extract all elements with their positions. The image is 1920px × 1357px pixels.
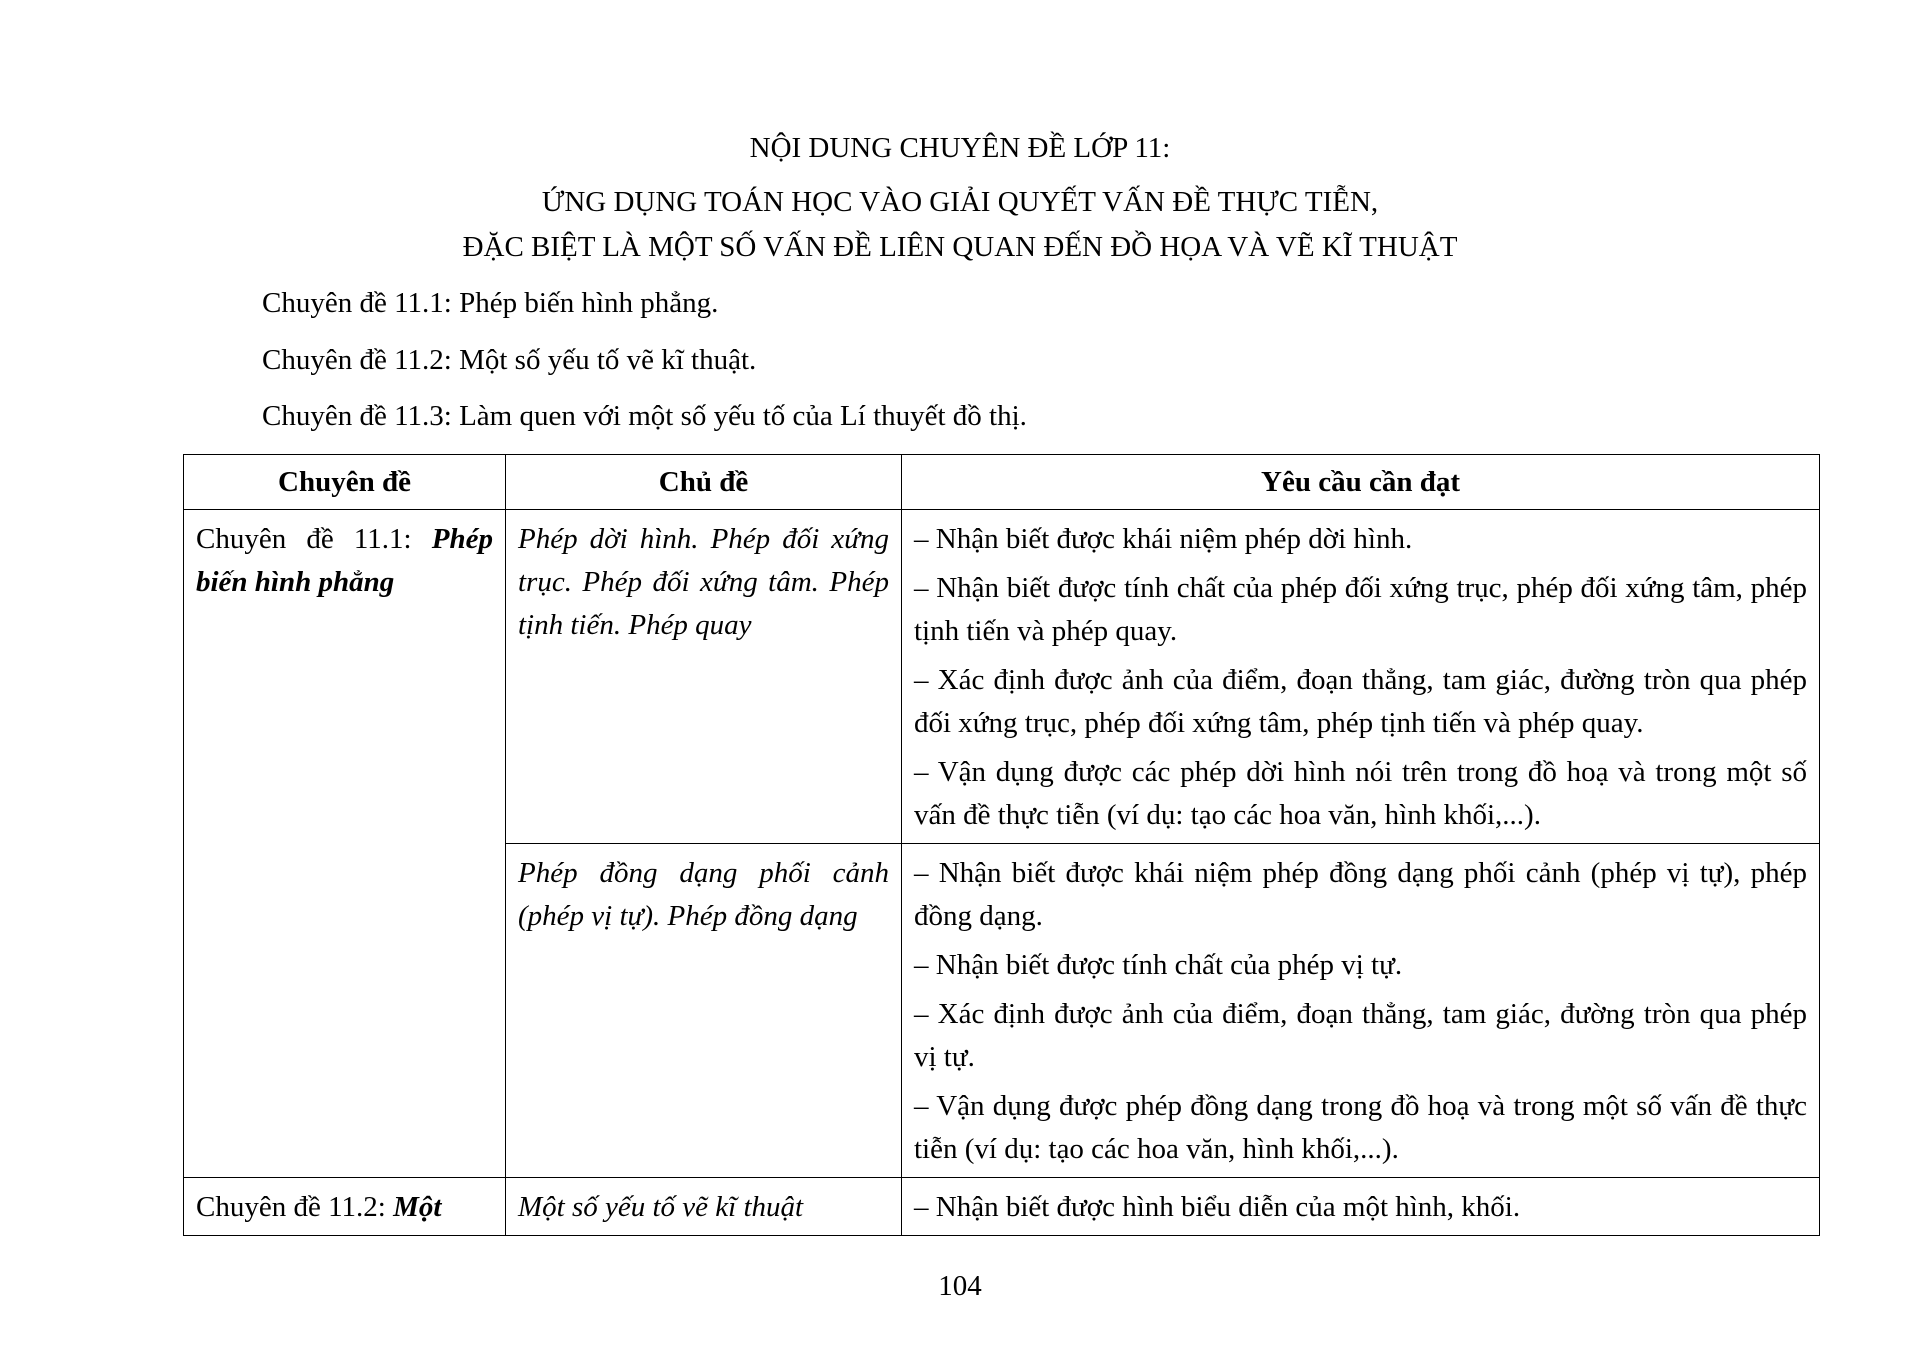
- header-chuyen-de: Chuyên đề: [184, 455, 506, 510]
- chuyen-de-name: Phép biến hình phẳng: [196, 523, 493, 598]
- header-chu-de: Chủ đề: [506, 455, 902, 510]
- topic-11-2: Chuyên đề 11.2: Một số yếu tố vẽ kĩ thuật.: [262, 344, 757, 376]
- table-row: [184, 510, 1820, 844]
- chuyen-de-name: Một: [393, 1191, 442, 1223]
- requirement-item: – Nhận biết được tính chất của phép đối xứng trục, phép đối xứng tâm, phép tịnh tiến và phép quay.: [914, 572, 1807, 647]
- heading-line-2: ỨNG DỤNG TOÁN HỌC VÀO GIẢI QUYẾT VẤN ĐỀ THỰC TIỄN,: [541, 186, 1379, 218]
- requirements-cell: [902, 1178, 1820, 1236]
- requirements-table: [183, 454, 1820, 1236]
- requirement-item: – Nhận biết được khái niệm phép dời hình.: [914, 523, 1413, 555]
- topic-11-3: Chuyên đề 11.3: Làm quen với một số yếu tố của Lí thuyết đồ thị.: [262, 400, 1027, 432]
- requirement-item: – Nhận biết được khái niệm phép đồng dạng phối cảnh (phép vị tự), phép đồng dạng.: [914, 857, 1807, 932]
- topic-11-1: Chuyên đề 11.1: Phép biến hình phẳng.: [262, 287, 719, 319]
- header-yeu-cau: Yêu cầu cần đạt: [902, 455, 1820, 510]
- chuyen-de-11-2-cell: [184, 1178, 506, 1236]
- requirement-item: – Vận dụng được các phép dời hình nói trên trong đồ hoạ và trong một số vấn đề thực tiễn (ví dụ: tạo các hoa văn, hình khối,...).: [914, 756, 1807, 831]
- chu-de-phep-dong-dang: Phép đồng dạng phối cảnh (phép vị tự). Phép đồng dạng: [506, 844, 902, 1178]
- requirement-item: – Xác định được ảnh của điểm, đoạn thẳng, tam giác, đường tròn qua phép đối xứng trục, phép đối xứng tâm, phép tịnh tiến và phép quay.: [914, 664, 1807, 739]
- requirement-item: – Nhận biết được hình biểu diễn của một hình, khối.: [914, 1191, 1521, 1223]
- chu-de-ve-ki-thuat: Một số yếu tố vẽ kĩ thuật: [506, 1178, 902, 1236]
- chu-de-phep-doi-hinh: Phép dời hình. Phép đối xứng trục. Phép đối xứng tâm. Phép tịnh tiến. Phép quay: [506, 510, 902, 844]
- heading-line-3: ĐẶC BIỆT LÀ MỘT SỐ VẤN ĐỀ LIÊN QUAN ĐẾN ĐỒ HỌA VÀ VẼ KĨ THUẬT: [462, 231, 1458, 263]
- requirements-cell: [902, 844, 1820, 1178]
- requirement-item: – Xác định được ảnh của điểm, đoạn thẳng, tam giác, đường tròn qua phép vị tự.: [914, 998, 1807, 1073]
- page-number: 104: [938, 1270, 982, 1302]
- requirement-item: – Nhận biết được tính chất của phép vị tự.: [914, 949, 1403, 981]
- chuyen-de-prefix: Chuyên đề 11.1:: [196, 523, 432, 555]
- heading-line-1: NỘI DUNG CHUYÊN ĐỀ LỚP 11:: [749, 132, 1171, 164]
- chuyen-de-prefix: Chuyên đề 11.2:: [196, 1191, 394, 1223]
- requirement-item: – Vận dụng được phép đồng dạng trong đồ hoạ và trong một số vấn đề thực tiễn (ví dụ: tạo các hoa văn, hình khối,...).: [914, 1090, 1807, 1165]
- table-row: [184, 1178, 1820, 1236]
- table-header-row: [184, 455, 1820, 510]
- chuyen-de-11-1-cell: [184, 510, 506, 1178]
- requirements-cell: [902, 510, 1820, 844]
